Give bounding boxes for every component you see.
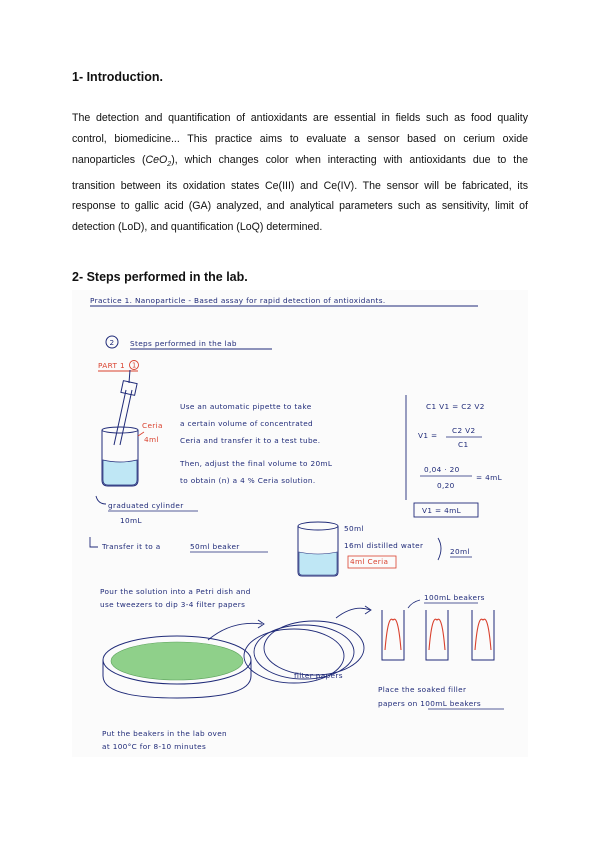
pour-line-2: use tweezers to dip 3-4 filter papers [100,600,246,609]
equation-v1-denominator: C1 [458,440,469,449]
equation-final: V1 = 4mL [422,506,462,515]
notes-header: Practice 1. Nanoparticle - Based assay for rapid detection of antioxidants. [90,296,386,305]
petri-dish-icon [103,636,251,698]
cylinder-label: graduated cylinder [108,501,184,510]
equation-values-denominator: 0,20 [437,481,455,490]
ceo2-formula: CeO$_2$ [145,153,172,168]
cylinder-volume: 10mL [120,516,142,525]
equation-values-numerator: 0,04 · 20 [424,465,460,474]
test-tube-icon [102,427,138,486]
introduction-paragraph [72,108,528,238]
filter-papers-label: filter papers [294,671,343,680]
instruction-line-1: Use an automatic pipette to take [180,402,312,411]
equation-v1-numerator: C2 V2 [452,426,476,435]
transfer-text: Transfer it to a [102,542,161,551]
instruction-line-2: a certain volume of concentrated [180,419,314,428]
place-line-1: Place the soaked filler [378,685,467,694]
instruction-line-3: Ceria and transfer it to a test tube. [180,436,321,445]
beaker-ceria-text: 4ml Ceria [350,557,389,566]
section-2-title: 2- Steps performed in the lab. [72,270,248,284]
intro-text-part2: ), which changes color when interacting with antioxidants due to the transition between its oxidation states Ce(III) and Ce(IV). The sensor will be fabricated, its response to gallic acid (GA) analyzed, and analytical parameters such as sensitivity, limit of detection (LoD), and quantification (LoQ) determined. [72,153,528,234]
handwritten-lab-notes-image [72,290,528,757]
intro-text-part1: The detection and quantification of antioxidants are essential in fields such as food quality control, biomedicine... This practice aims to evaluate a sensor based on cerium oxide nanoparticles ( [72,112,528,166]
beaker-water-text: 16ml distilled water [344,541,424,550]
instruction-line-5: to obtain (n) a 4 % Ceria solution. [180,476,316,485]
beakers-100ml-icon [382,610,494,660]
step-number: 2 [109,338,115,347]
oven-line-1: Put the beakers in the lab oven [102,729,228,738]
part-label: PART 1 [98,361,125,370]
equation-result: = 4mL [476,473,502,482]
transfer-beaker-underlined: 50ml beaker [190,542,240,551]
instruction-line-4: Then, adjust the final volume to 20mL [180,459,333,468]
beakers-label: 100mL beakers [424,593,485,602]
place-line-2: papers on 100mL beakers [378,699,482,708]
pipette-icon [114,370,137,445]
equation-dilution: C1 V1 = C2 V2 [426,402,485,411]
part-number: 1 [132,361,137,370]
beaker-capacity: 50ml [344,524,364,533]
ceria-volume: 4ml [144,435,159,444]
pour-line-1: Pour the solution into a Petri dish and [100,587,251,596]
ceria-label: Ceria [142,421,163,430]
oven-line-2: at 100°C for 8-10 minutes [102,742,207,751]
beaker-50ml-icon [298,522,338,576]
section-1-title: 1- Introduction. [72,70,163,84]
step-title: Steps performed in the lab [130,339,237,348]
beaker-total-text: 20ml [450,547,470,556]
equation-v1-left: V1 = [418,431,438,440]
